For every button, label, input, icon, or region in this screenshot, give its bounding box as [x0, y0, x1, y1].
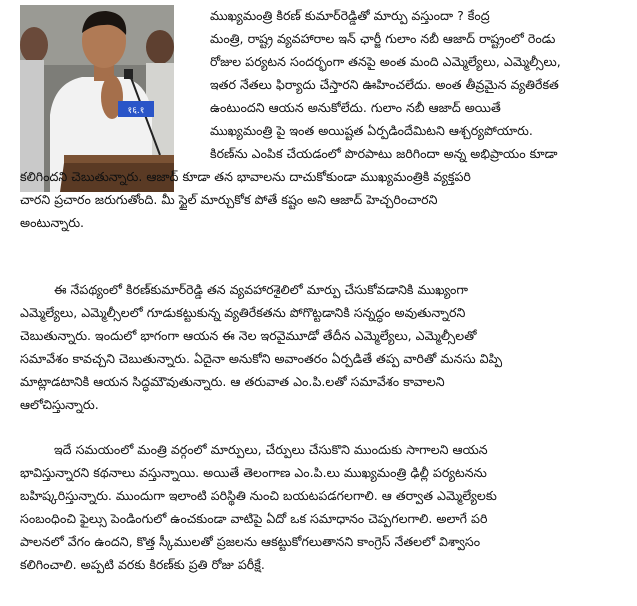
article-line: అంటున్నారు.: [20, 215, 85, 230]
article-line: రోజుల పర్యటన సందర్భంగా తనపై అంత మంది ఎమ్మెల్యేలు, ఎమ్మెల్సీలు,: [210, 54, 561, 69]
article-line: సంబంధించి ఫైల్సు పెండింగులో ఉంచకుండా వాటిపై ఏదో ఒక సమాధానం చెప్పగలగాలి. అలాగే పరి: [20, 511, 488, 526]
article-line: ముఖ్యమంత్రి పై ఇంత అయిష్టత ఏర్పడిందేమిటని ఆశ్చర్యపోయారు.: [210, 123, 533, 138]
article-line: కిరణ్‌ను ఎంపిక చేయడంలో పొరపాటు జరిగిందా అన్న అభిప్రాయం కూడా: [210, 146, 558, 161]
article-line: కలిగించాలి. అప్పటి వరకు కిరణ్‌కు ప్రతి రోజు పరీక్షే.: [20, 557, 265, 572]
article-line: ఆలోచిస్తున్నారు.: [20, 397, 99, 412]
article-line: ఇదే సమయంలో మంత్రి వర్గంలో మార్పులు, చేర్పులు చేసుకొని ముందుకు సాగాలని ఆయన: [54, 442, 488, 457]
article-line: సమావేశం కావచ్చని చెబుతున్నారు. ఏదైనా అనుకోని అవాంతరం ఏర్పడితే తప్ప వారితో మనసు విప్పి: [20, 351, 503, 366]
article-line: ఈ నేపథ్యంలో కిరణ్‌కుమార్‌రెడ్డి తన వ్యవహారశైలిలో మార్పు చేసుకోవడానికి ముఖ్యంగా: [54, 282, 469, 297]
paragraph-3: [20, 438, 627, 576]
paragraph-2: [20, 278, 627, 416]
article-line: పాలనలో వేగం ఉందని, కొత్త స్కీములతో ప్రజలను ఆకట్టుకోగలుతానని కాంగ్రెస్ నేతలలో విశ్వాసం: [20, 534, 481, 549]
article-line: ఉంటుందని ఆయన అనుకోలేదు. గులాం నబీ ఆజాద్ అయితే: [210, 100, 501, 115]
article-line: మంత్రి, రాష్ట్ర వ్యవహారాల ఇన్ ఛార్జీ గులాం నబీ ఆజాద్ రాష్ట్రంలో రెండు: [210, 31, 556, 46]
paragraph-1: [20, 4, 627, 234]
article-line: చెబుతున్నారు. ఇందులో భాగంగా ఆయన ఈ నెల ఇరవైమూడో తేదీన ఎమ్మెల్యేలు, ఎమ్మెల్సీలతో: [20, 328, 477, 343]
article-line: కలిగిందని చెబుతున్నారు. ఆజాద్ కూడా తన భావాలను దాచుకోకుండా ముఖ్యమంత్రికి వ్యక్తపరి: [20, 169, 471, 184]
article-line: చారని ప్రచారం జరుగుతోంది. మీ స్టైల్ మార్చుకోక పోతే కష్టం అని ఆజాద్ హెచ్చరించారని: [20, 192, 438, 207]
article-line: ఇతర నేతలు ఫిర్యాదు చేస్తారని ఊహించలేదు. అంత తీవ్రమైన వ్యతిరేకత: [210, 77, 559, 92]
article-line: బహిష్కరిస్తున్నారు. ముందుగా ఇలాంటి పరిస్థితి నుంచి బయటపడగలగాలి. ఆ తర్వాత ఎమ్మెల్యేలకు: [20, 488, 497, 503]
article-line: భావిస్తున్నారని కథనాలు వస్తున్నాయి. అయితే తెలంగాణ ఎం.పి.లు ముఖ్యమంత్రి ఢిల్లీ పర్యటనను: [20, 465, 487, 480]
article-line: ఎమ్మెల్యేలు, ఎమ్మెల్సీలలో గూడుకట్టుకున్న వ్యతిరేకతను పోగొట్టడానికి సన్నద్ధం అవుతున్నారని: [20, 305, 466, 320]
article-line: మాట్లాడటానికి ఆయన సిద్ధమౌవుతున్నారు. ఆ తరువాత ఎం.పి.లతో సమావేశం కావాలని: [20, 374, 445, 389]
article-line: ముఖ్యమంత్రి కిరణ్ కుమార్‌రెడ్డితో మార్పు వస్తుందా ? కేంద్ర: [210, 8, 490, 23]
podium-label: १६.१: [127, 106, 145, 116]
